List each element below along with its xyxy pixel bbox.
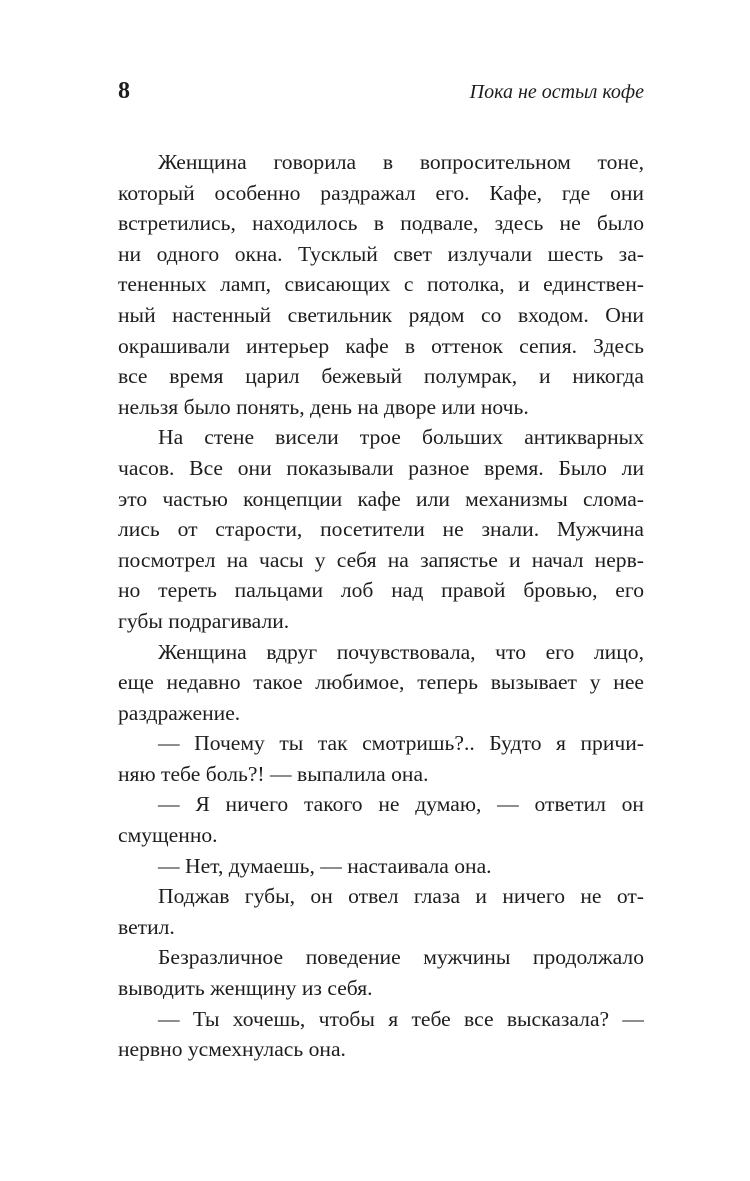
text-line: посмотрел на часы у себя на запястье и начал нерв- (118, 547, 644, 572)
text-line: Безразличное поведение мужчины продолжало (158, 945, 644, 970)
text-line: Поджав губы, он отвел глаза и ничего не от- (158, 884, 644, 909)
text-line: — Почему ты так смотришь?.. Будто я причи- (158, 731, 644, 756)
text-line: нельзя было понять, день на дворе или ночь. (118, 394, 529, 419)
text-line: Женщина вдруг почувствовала, что его лицо, (158, 639, 644, 664)
text-line: который особенно раздражал его. Кафе, где они (118, 180, 644, 205)
text-line: На стене висели трое больших антикварных (158, 425, 644, 450)
text-line: — Нет, думаешь, — настаивала она. (158, 853, 492, 878)
text-line: губы подрагивали. (118, 608, 290, 633)
text-line: это частью концепции кафе или механизмы слома- (118, 486, 644, 511)
text-line: выводить женщину из себя. (118, 976, 373, 1001)
text-line: еще недавно такое любимое, теперь вызывает у нее (118, 670, 644, 695)
body-text (118, 147, 644, 1065)
text-line: все время царил бежевый полумрак, и никогда (118, 364, 644, 389)
text-line: няю тебе боль?! — выпалила она. (118, 761, 429, 786)
text-line: смущенно. (118, 823, 218, 848)
text-line: ный настенный светильник рядом со входом. Они (118, 302, 644, 327)
running-header (118, 76, 644, 110)
book-title: Пока не остыл кофе (469, 81, 644, 103)
page-number: 8 (118, 78, 130, 104)
text-line: — Ты хочешь, чтобы я тебе все высказала? — (158, 1006, 644, 1031)
text-line: тененных ламп, свисающих с потолка, и единствен- (118, 272, 644, 297)
text-line: встретились, находилось в подвале, здесь не было (118, 211, 644, 236)
text-line: — Я ничего такого не думаю, — ответил он (158, 792, 644, 817)
text-line: лись от старости, посетители не знали. Мужчина (118, 517, 644, 542)
text-line: но тереть пальцами лоб над правой бровью, его (118, 578, 644, 603)
text-line: окрашивали интерьер кафе в оттенок сепия. Здесь (118, 333, 644, 358)
text-line: часов. Все они показывали разное время. Было ли (118, 455, 644, 480)
text-line: раздражение. (118, 700, 241, 725)
text-line: нервно усмехнулась она. (118, 1037, 346, 1062)
text-line: Женщина говорила в вопросительном тоне, (158, 150, 644, 174)
text-line: ни одного окна. Тусклый свет излучали шесть за- (118, 241, 644, 266)
text-line: ветил. (118, 914, 175, 939)
